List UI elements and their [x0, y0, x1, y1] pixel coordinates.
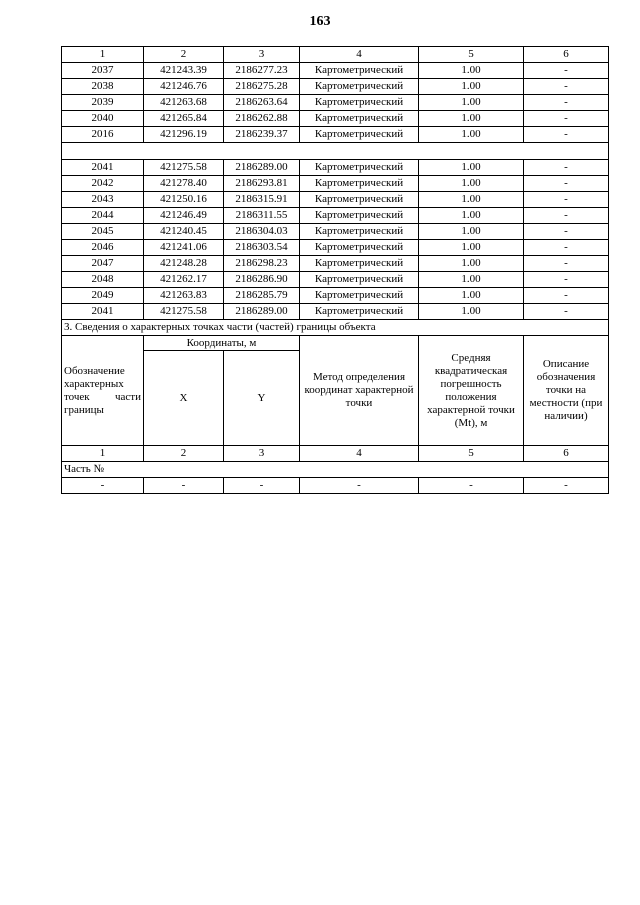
table-cell: 2047	[62, 256, 144, 272]
column-number-row	[62, 47, 609, 63]
table-cell: 2042	[62, 176, 144, 192]
table-cell: Картометрический	[300, 240, 419, 256]
table-cell: -	[524, 160, 609, 176]
table-cell: 1.00	[419, 240, 524, 256]
table-cell: 421263.83	[144, 288, 224, 304]
page-number: 163	[309, 14, 331, 29]
table-cell: 2186311.55	[224, 208, 300, 224]
table-cell: Картометрический	[300, 192, 419, 208]
empty-cell: -	[300, 478, 419, 494]
empty-cell: -	[144, 478, 224, 494]
blank-separator-row	[62, 143, 609, 160]
table-cell: 421240.45	[144, 224, 224, 240]
table-cell: 2016	[62, 127, 144, 143]
header-cell: 3	[224, 47, 300, 63]
table-cell: 421263.68	[144, 95, 224, 111]
table-cell: 1.00	[419, 288, 524, 304]
table-cell: 2186289.00	[224, 160, 300, 176]
header-cell: 5	[419, 47, 524, 63]
header-cell: 4	[300, 47, 419, 63]
table-row	[62, 224, 609, 240]
table-cell: 1.00	[419, 224, 524, 240]
table-cell: Картометрический	[300, 63, 419, 79]
table-cell: 421278.40	[144, 176, 224, 192]
table-cell: 1.00	[419, 272, 524, 288]
table-cell: 2186262.88	[224, 111, 300, 127]
table-cell: Картометрический	[300, 288, 419, 304]
table-cell: 421243.39	[144, 63, 224, 79]
table-cell: -	[524, 192, 609, 208]
empty-cell: -	[224, 478, 300, 494]
table-cell: 421275.58	[144, 160, 224, 176]
table-cell: Картометрический	[300, 160, 419, 176]
part-label-row	[62, 462, 609, 478]
description-header: Описание обозначения точки на местности (при наличии)	[524, 336, 609, 446]
table-cell: 1.00	[419, 79, 524, 95]
table-row	[62, 240, 609, 256]
table-cell: 1.00	[419, 256, 524, 272]
table-cell: -	[524, 111, 609, 127]
section3-title-row	[62, 320, 609, 336]
designation-header: Обозначение характерных точек части границы	[62, 336, 144, 446]
method-header: Метод определения координат характерной точки	[300, 336, 419, 446]
table-cell: -	[524, 63, 609, 79]
table-cell: -	[524, 127, 609, 143]
table-cell: -	[524, 304, 609, 320]
table-cell: 2043	[62, 192, 144, 208]
table-cell: 2186303.54	[224, 240, 300, 256]
table-row	[62, 127, 609, 143]
table-cell: 2186263.64	[224, 95, 300, 111]
header-cell: 6	[524, 47, 609, 63]
table-row	[62, 160, 609, 176]
header-cell: 2	[144, 47, 224, 63]
table-cell: 421246.76	[144, 79, 224, 95]
table-cell: 2186239.37	[224, 127, 300, 143]
table-cell: 2045	[62, 224, 144, 240]
table-cell: 1.00	[419, 192, 524, 208]
table-cell: 421262.17	[144, 272, 224, 288]
table-cell: 2044	[62, 208, 144, 224]
section3-title: 3. Сведения о характерных точках части (частей) границы объекта	[62, 320, 609, 336]
table-cell: 2186289.00	[224, 304, 300, 320]
table-cell: Картометрический	[300, 176, 419, 192]
table-cell: 2046	[62, 240, 144, 256]
table-cell: -	[524, 240, 609, 256]
table-cell: -	[524, 176, 609, 192]
table-row	[62, 111, 609, 127]
table-cell: Картометрический	[300, 111, 419, 127]
table-cell: Картометрический	[300, 224, 419, 240]
section3-header-row	[62, 336, 609, 351]
table-cell: 2040	[62, 111, 144, 127]
table-cell: Картометрический	[300, 208, 419, 224]
table-cell: -	[524, 224, 609, 240]
table-cell: 2041	[62, 160, 144, 176]
number-cell: 5	[419, 446, 524, 462]
table-cell: 421248.28	[144, 256, 224, 272]
table-cell: 1.00	[419, 160, 524, 176]
table-row	[62, 176, 609, 192]
table-cell: 2041	[62, 304, 144, 320]
coordinates-table	[61, 46, 609, 494]
number-cell: 6	[524, 446, 609, 462]
part-label: Часть №	[62, 462, 609, 478]
table-cell: 2186298.23	[224, 256, 300, 272]
table-cell: 1.00	[419, 127, 524, 143]
table-cell: 1.00	[419, 176, 524, 192]
table-cell: -	[524, 288, 609, 304]
table-row	[62, 256, 609, 272]
number-cell: 1	[62, 446, 144, 462]
table-cell: 421246.49	[144, 208, 224, 224]
table-row	[62, 79, 609, 95]
table-cell: -	[524, 208, 609, 224]
table-cell: -	[524, 256, 609, 272]
table-cell: 421250.16	[144, 192, 224, 208]
accuracy-header: Средняя квадратическая погрешность положения характерной точки (Mt), м	[419, 336, 524, 446]
table-row	[62, 272, 609, 288]
table-cell: -	[524, 272, 609, 288]
table-cell: 2037	[62, 63, 144, 79]
table-cell: 2186286.90	[224, 272, 300, 288]
empty-cell: -	[62, 478, 144, 494]
table-cell: 2186304.03	[224, 224, 300, 240]
table-cell: 421296.19	[144, 127, 224, 143]
table-cell: 2186315.91	[224, 192, 300, 208]
table-cell: 2186275.28	[224, 79, 300, 95]
table-cell: 1.00	[419, 63, 524, 79]
table-cell: 421241.06	[144, 240, 224, 256]
table-cell: 1.00	[419, 95, 524, 111]
coords-header: Координаты, м	[144, 336, 300, 351]
table-row	[62, 208, 609, 224]
table-cell: 2038	[62, 79, 144, 95]
table-cell: 2186285.79	[224, 288, 300, 304]
table-cell: Картометрический	[300, 256, 419, 272]
table-row	[62, 304, 609, 320]
table-cell: 421275.58	[144, 304, 224, 320]
table-cell: 2048	[62, 272, 144, 288]
header-cell: 1	[62, 47, 144, 63]
number-cell: 2	[144, 446, 224, 462]
empty-cell: -	[419, 478, 524, 494]
table-cell: 2186277.23	[224, 63, 300, 79]
table-row	[62, 95, 609, 111]
table-row	[62, 288, 609, 304]
table-cell: Картометрический	[300, 127, 419, 143]
number-cell: 3	[224, 446, 300, 462]
table-cell: -	[524, 79, 609, 95]
table-cell: Картометрический	[300, 79, 419, 95]
table-cell: 2049	[62, 288, 144, 304]
table-row	[62, 192, 609, 208]
table-cell: Картометрический	[300, 95, 419, 111]
table-cell: 1.00	[419, 208, 524, 224]
table-cell: 1.00	[419, 111, 524, 127]
table-cell: Картометрический	[300, 304, 419, 320]
table-cell: 2039	[62, 95, 144, 111]
y-header: Y	[224, 351, 300, 446]
table-cell: 1.00	[419, 304, 524, 320]
table-cell: Картометрический	[300, 272, 419, 288]
empty-cell: -	[524, 478, 609, 494]
section3-numbering-row	[62, 446, 609, 462]
x-header: X	[144, 351, 224, 446]
table-row	[62, 63, 609, 79]
number-cell: 4	[300, 446, 419, 462]
table-cell: 2186293.81	[224, 176, 300, 192]
table-cell: -	[524, 95, 609, 111]
table-cell: 421265.84	[144, 111, 224, 127]
blank-cell	[62, 143, 609, 160]
empty-data-row	[62, 478, 609, 494]
